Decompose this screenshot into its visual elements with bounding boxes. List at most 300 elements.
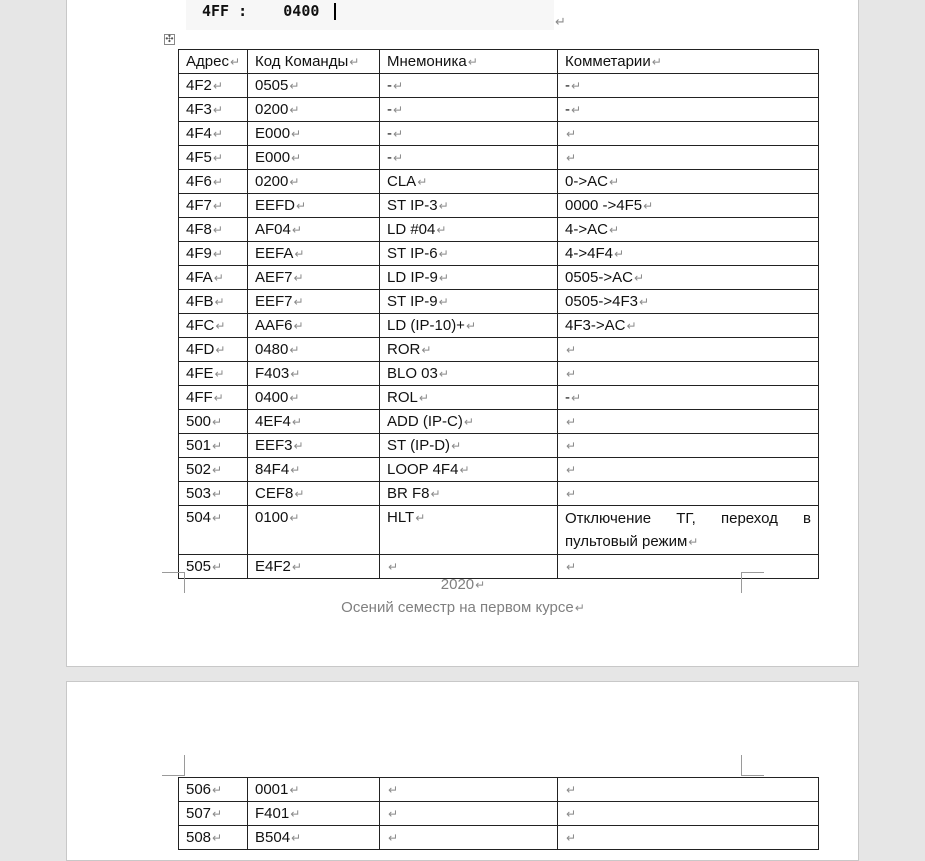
paragraph-mark: ↵ bbox=[613, 247, 625, 261]
table-row bbox=[179, 555, 819, 579]
paragraph-mark: ↵ bbox=[290, 367, 301, 381]
paragraph-mark: ↵ bbox=[289, 511, 300, 525]
cell-address[interactable] bbox=[179, 555, 248, 579]
cell-opcode[interactable] bbox=[248, 482, 380, 506]
cell-comment[interactable] bbox=[558, 458, 819, 482]
paragraph-mark: ↵ bbox=[417, 175, 428, 189]
cell-mnemonic[interactable] bbox=[380, 506, 558, 555]
cell-text: 0400 bbox=[255, 389, 289, 406]
cell-text: EEFD bbox=[255, 197, 296, 214]
cell-comment[interactable] bbox=[558, 50, 819, 74]
cell-text: ROL bbox=[387, 389, 418, 406]
paragraph-mark: ↵ bbox=[212, 783, 223, 797]
cell-address[interactable] bbox=[179, 50, 248, 74]
cell-mnemonic[interactable] bbox=[380, 362, 558, 386]
cell-comment[interactable] bbox=[558, 802, 819, 826]
cell-opcode[interactable] bbox=[248, 314, 380, 338]
cell-address[interactable] bbox=[179, 314, 248, 338]
paragraph-mark: ↵ bbox=[465, 319, 477, 333]
table-row bbox=[179, 218, 819, 242]
cell-text: 4F5 bbox=[186, 149, 212, 166]
paragraph-mark: ↵ bbox=[212, 103, 223, 117]
paragraph-mark: ↵ bbox=[571, 391, 582, 405]
cell-mnemonic[interactable] bbox=[380, 242, 558, 266]
cell-address[interactable] bbox=[179, 482, 248, 506]
table-row bbox=[179, 338, 819, 362]
cell-text: - bbox=[565, 77, 570, 94]
paragraph-mark: ↵ bbox=[571, 103, 582, 117]
cell-text: 4FF bbox=[186, 389, 213, 406]
cell-mnemonic[interactable] bbox=[380, 386, 558, 410]
cell-text: 0505->4F3 bbox=[565, 293, 638, 310]
paragraph-mark: ↵ bbox=[393, 103, 404, 117]
cell-text: ADD (IP-C) bbox=[387, 413, 463, 430]
cell-text: 0->AC bbox=[565, 173, 608, 190]
paragraph-mark: ↵ bbox=[291, 415, 302, 429]
cell-mnemonic[interactable] bbox=[380, 410, 558, 434]
cell-comment[interactable] bbox=[558, 290, 819, 314]
paragraph-mark: ↵ bbox=[438, 199, 449, 213]
paragraph-mark: ↵ bbox=[463, 415, 474, 429]
cell-text: - bbox=[387, 149, 392, 166]
margin-corner-mark bbox=[162, 755, 185, 776]
cell-opcode[interactable] bbox=[248, 826, 380, 850]
cell-opcode[interactable] bbox=[248, 98, 380, 122]
table-move-handle-icon[interactable]: ✣ bbox=[165, 34, 174, 45]
table-row bbox=[179, 74, 819, 98]
cell-text: 503 bbox=[186, 485, 212, 502]
paragraph-mark: ↵ bbox=[388, 783, 399, 797]
cell-mnemonic[interactable] bbox=[380, 314, 558, 338]
cell-mnemonic[interactable] bbox=[380, 146, 558, 170]
table-row bbox=[179, 506, 819, 555]
cell-comment[interactable] bbox=[558, 555, 819, 579]
paragraph-mark: ↵ bbox=[212, 463, 223, 477]
cell-text: 502 bbox=[186, 461, 212, 478]
cell-mnemonic[interactable] bbox=[380, 555, 558, 579]
cell-opcode[interactable] bbox=[248, 362, 380, 386]
cell-opcode[interactable] bbox=[248, 555, 380, 579]
cell-text: 0200 bbox=[255, 173, 289, 190]
cell-comment[interactable] bbox=[558, 778, 819, 802]
paragraph-mark: ↵ bbox=[643, 199, 654, 213]
cell-text: Мнемоника bbox=[387, 53, 467, 70]
paragraph-mark: ↵ bbox=[293, 439, 304, 453]
table-row bbox=[179, 802, 819, 826]
code-snippet-line bbox=[202, 2, 319, 20]
paragraph-mark: ↵ bbox=[291, 223, 302, 237]
paragraph-mark: ↵ bbox=[566, 343, 577, 357]
cell-text: Комметарии bbox=[565, 53, 651, 70]
cell-text: 0200 bbox=[255, 101, 289, 118]
table-row bbox=[179, 170, 819, 194]
cell-text: Отключение ТГ, переход в пультовый режим bbox=[565, 510, 811, 550]
cell-text: LOOP 4F4 bbox=[387, 461, 459, 478]
cell-text: 4F8 bbox=[186, 221, 212, 238]
paragraph-mark: ↵ bbox=[566, 439, 577, 453]
cell-opcode[interactable] bbox=[248, 50, 380, 74]
cell-address[interactable] bbox=[179, 386, 248, 410]
cell-opcode[interactable] bbox=[248, 778, 380, 802]
cell-text: F403 bbox=[255, 365, 290, 382]
footer-subtitle: Осений семестр на первом курсе↵ bbox=[341, 599, 585, 616]
cell-text: 507 bbox=[186, 805, 212, 822]
cell-mnemonic[interactable] bbox=[380, 194, 558, 218]
cell-address[interactable] bbox=[179, 194, 248, 218]
cell-text: 4FB bbox=[186, 293, 214, 310]
paragraph-mark: ↵ bbox=[608, 175, 619, 189]
cell-comment[interactable] bbox=[558, 146, 819, 170]
paragraph-mark: ↵ bbox=[393, 127, 404, 141]
table-row bbox=[179, 458, 819, 482]
paragraph-mark: ↵ bbox=[212, 831, 223, 845]
table-row bbox=[179, 778, 819, 802]
cell-address[interactable] bbox=[179, 146, 248, 170]
cell-comment[interactable] bbox=[558, 74, 819, 98]
cell-text: 4F3 bbox=[186, 101, 212, 118]
paragraph-mark: ↵ bbox=[214, 295, 225, 309]
cell-text: 0001 bbox=[255, 781, 289, 798]
cell-text: - bbox=[565, 101, 570, 118]
cell-text: - bbox=[387, 125, 392, 142]
table-row bbox=[179, 122, 819, 146]
cell-comment[interactable] bbox=[558, 170, 819, 194]
paragraph-mark: ↵ bbox=[566, 807, 577, 821]
cell-text: 506 bbox=[186, 781, 212, 798]
cell-opcode[interactable] bbox=[248, 146, 380, 170]
cell-address[interactable] bbox=[179, 242, 248, 266]
cell-comment[interactable] bbox=[558, 482, 819, 506]
cell-address[interactable] bbox=[179, 170, 248, 194]
cell-comment[interactable] bbox=[558, 338, 819, 362]
cell-mnemonic[interactable] bbox=[380, 266, 558, 290]
code-address: 4FF : bbox=[202, 2, 248, 20]
cell-text: 508 bbox=[186, 829, 212, 846]
cell-opcode[interactable] bbox=[248, 266, 380, 290]
cell-address[interactable] bbox=[179, 458, 248, 482]
cell-comment[interactable] bbox=[558, 194, 819, 218]
paragraph-mark: ↵ bbox=[289, 343, 300, 357]
cell-text: 4F3->AC bbox=[565, 317, 626, 334]
table-row bbox=[179, 314, 819, 338]
cell-text: 4F9 bbox=[186, 245, 212, 262]
table-row bbox=[179, 410, 819, 434]
table-row bbox=[179, 266, 819, 290]
paragraph-mark: ↵ bbox=[289, 175, 300, 189]
cell-text: LD #04 bbox=[387, 221, 436, 238]
cell-text: CEF8 bbox=[255, 485, 294, 502]
cell-mnemonic[interactable] bbox=[380, 458, 558, 482]
table-row bbox=[179, 194, 819, 218]
paragraph-mark: ↵ bbox=[388, 831, 399, 845]
paragraph-mark: ↵ bbox=[393, 151, 404, 165]
cell-text: 4F4 bbox=[186, 125, 212, 142]
cell-comment[interactable] bbox=[558, 218, 819, 242]
paragraph-mark: ↵ bbox=[571, 79, 582, 93]
paragraph-mark: ↵ bbox=[289, 103, 300, 117]
paragraph-mark: ↵ bbox=[638, 295, 650, 309]
cell-text: 0505->AC bbox=[565, 269, 633, 286]
cell-text: EEF7 bbox=[255, 293, 293, 310]
cell-text: 0505 bbox=[255, 77, 289, 94]
margin-corner-mark bbox=[741, 755, 764, 776]
cell-text: AF04 bbox=[255, 221, 291, 238]
cell-text: 4->4F4 bbox=[565, 245, 613, 262]
cell-text: CLA bbox=[387, 173, 417, 190]
table-header-row bbox=[179, 50, 819, 74]
cell-mnemonic[interactable] bbox=[380, 218, 558, 242]
cell-text: - bbox=[387, 77, 392, 94]
paragraph-mark: ↵ bbox=[430, 487, 441, 501]
paragraph-mark: ↵ bbox=[555, 14, 566, 29]
cell-opcode[interactable] bbox=[248, 122, 380, 146]
paragraph-mark: ↵ bbox=[291, 151, 302, 165]
paragraph-mark: ↵ bbox=[291, 831, 302, 845]
footer-year: 2020↵ bbox=[440, 576, 486, 593]
table-row bbox=[179, 242, 819, 266]
table-row bbox=[179, 386, 819, 410]
paragraph-mark: ↵ bbox=[566, 487, 577, 501]
paragraph-mark: ↵ bbox=[290, 807, 301, 821]
paragraph-mark: ↵ bbox=[566, 415, 577, 429]
paragraph-mark: ↵ bbox=[451, 439, 462, 453]
text-cursor bbox=[334, 3, 336, 20]
paragraph-mark: ↵ bbox=[289, 79, 300, 93]
cell-address[interactable] bbox=[179, 362, 248, 386]
paragraph-mark: ↵ bbox=[294, 247, 305, 261]
cell-comment[interactable] bbox=[558, 386, 819, 410]
cell-text: F401 bbox=[255, 805, 290, 822]
cell-mnemonic[interactable] bbox=[380, 482, 558, 506]
margin-corner-mark bbox=[741, 572, 764, 593]
cell-text: ST IP-9 bbox=[387, 293, 438, 310]
cell-comment[interactable] bbox=[558, 242, 819, 266]
cell-text: Код Команды bbox=[255, 53, 349, 70]
cell-comment[interactable] bbox=[558, 434, 819, 458]
cell-text: 4FA bbox=[186, 269, 213, 286]
cell-opcode[interactable] bbox=[248, 290, 380, 314]
paragraph-mark: ↵ bbox=[418, 391, 429, 405]
cell-comment[interactable] bbox=[558, 410, 819, 434]
cell-address[interactable] bbox=[179, 74, 248, 98]
cell-opcode[interactable] bbox=[248, 74, 380, 98]
paragraph-mark: ↵ bbox=[289, 783, 300, 797]
paragraph-mark: ↵ bbox=[566, 367, 577, 381]
paragraph-mark: ↵ bbox=[608, 223, 619, 237]
cell-address[interactable] bbox=[179, 410, 248, 434]
paragraph-mark: ↵ bbox=[214, 367, 225, 381]
paragraph-mark: ↵ bbox=[215, 343, 226, 357]
cell-comment[interactable] bbox=[558, 506, 819, 555]
paragraph-mark: ↵ bbox=[212, 223, 223, 237]
paragraph-mark: ↵ bbox=[212, 807, 223, 821]
paragraph-mark: ↵ bbox=[566, 783, 577, 797]
cell-address[interactable] bbox=[179, 802, 248, 826]
cell-text: E4F2 bbox=[255, 558, 291, 575]
paragraph-mark: ↵ bbox=[212, 79, 223, 93]
cell-text: 4EF4 bbox=[255, 413, 291, 430]
cell-mnemonic[interactable] bbox=[380, 74, 558, 98]
cell-text: ST IP-3 bbox=[387, 197, 438, 214]
cell-comment[interactable] bbox=[558, 362, 819, 386]
cell-address[interactable] bbox=[179, 338, 248, 362]
paragraph-mark: ↵ bbox=[415, 511, 426, 525]
table-row bbox=[179, 362, 819, 386]
cell-text: BLO 03 bbox=[387, 365, 438, 382]
cell-address[interactable] bbox=[179, 98, 248, 122]
cell-text: EEFA bbox=[255, 245, 294, 262]
cell-mnemonic[interactable] bbox=[380, 778, 558, 802]
cell-text: 0100 bbox=[255, 509, 289, 526]
cell-text: 4FD bbox=[186, 341, 215, 358]
paragraph-mark: ↵ bbox=[293, 319, 304, 333]
paragraph-mark: ↵ bbox=[566, 127, 577, 141]
cell-text: E000 bbox=[255, 149, 291, 166]
cell-text: 4F6 bbox=[186, 173, 212, 190]
cell-text: AAF6 bbox=[255, 317, 293, 334]
paragraph-mark: ↵ bbox=[212, 415, 223, 429]
paragraph-mark: ↵ bbox=[438, 367, 449, 381]
code-value: 0400 bbox=[283, 2, 320, 20]
cell-text: ROR bbox=[387, 341, 421, 358]
cell-text: 500 bbox=[186, 413, 212, 430]
paragraph-mark: ↵ bbox=[296, 199, 307, 213]
cell-comment[interactable] bbox=[558, 266, 819, 290]
paragraph-mark: ↵ bbox=[212, 247, 223, 261]
paragraph-mark: ↵ bbox=[388, 560, 399, 574]
paragraph-mark: ↵ bbox=[212, 560, 223, 574]
cell-mnemonic[interactable] bbox=[380, 434, 558, 458]
command-table-continued bbox=[178, 777, 819, 850]
cell-text: ST IP-6 bbox=[387, 245, 438, 262]
cell-mnemonic[interactable] bbox=[380, 826, 558, 850]
paragraph-mark: ↵ bbox=[438, 271, 449, 285]
paragraph-mark: ↵ bbox=[212, 439, 223, 453]
cell-mnemonic[interactable] bbox=[380, 802, 558, 826]
cell-opcode[interactable] bbox=[248, 458, 380, 482]
cell-text: - bbox=[387, 101, 392, 118]
cell-address[interactable] bbox=[179, 122, 248, 146]
cell-opcode[interactable] bbox=[248, 410, 380, 434]
cell-mnemonic[interactable] bbox=[380, 98, 558, 122]
cell-text: 84F4 bbox=[255, 461, 290, 478]
cell-comment[interactable] bbox=[558, 826, 819, 850]
paragraph-mark: ↵ bbox=[212, 127, 223, 141]
cell-text: EEF3 bbox=[255, 437, 293, 454]
cell-text: ST (IP-D) bbox=[387, 437, 451, 454]
paragraph-mark: ↵ bbox=[633, 271, 645, 285]
cell-text: B504 bbox=[255, 829, 291, 846]
paragraph-mark: ↵ bbox=[291, 127, 302, 141]
paragraph-mark: ↵ bbox=[436, 223, 447, 237]
paragraph-mark: ↵ bbox=[421, 343, 432, 357]
paragraph-mark: ↵ bbox=[212, 511, 223, 525]
cell-address[interactable] bbox=[179, 434, 248, 458]
paragraph-mark: ↵ bbox=[213, 391, 224, 405]
cell-mnemonic[interactable] bbox=[380, 170, 558, 194]
cell-address[interactable] bbox=[179, 778, 248, 802]
paragraph-mark: ↵ bbox=[393, 79, 404, 93]
cell-address[interactable] bbox=[179, 290, 248, 314]
cell-address[interactable] bbox=[179, 506, 248, 555]
cell-text: Адрес bbox=[186, 53, 229, 70]
cell-comment[interactable] bbox=[558, 314, 819, 338]
cell-comment[interactable] bbox=[558, 98, 819, 122]
paragraph-mark: ↵ bbox=[212, 175, 223, 189]
paragraph-mark: ↵ bbox=[688, 535, 699, 549]
cell-opcode[interactable] bbox=[248, 802, 380, 826]
cell-text: 4F7 bbox=[186, 197, 212, 214]
cell-opcode[interactable] bbox=[248, 338, 380, 362]
table-row bbox=[179, 146, 819, 170]
paragraph-mark: ↵ bbox=[566, 463, 577, 477]
margin-corner-mark bbox=[162, 572, 185, 593]
cell-text: 501 bbox=[186, 437, 212, 454]
table-row bbox=[179, 290, 819, 314]
paragraph-mark: ↵ bbox=[438, 295, 449, 309]
cell-text: LD (IP-10)+ bbox=[387, 317, 465, 334]
cell-mnemonic[interactable] bbox=[380, 122, 558, 146]
cell-text: 0480 bbox=[255, 341, 289, 358]
cell-mnemonic[interactable] bbox=[380, 338, 558, 362]
paragraph-mark: ↵ bbox=[229, 55, 241, 69]
cell-opcode[interactable] bbox=[248, 506, 380, 555]
cell-mnemonic[interactable] bbox=[380, 50, 558, 74]
cell-opcode[interactable] bbox=[248, 170, 380, 194]
table-row bbox=[179, 98, 819, 122]
cell-text: E000 bbox=[255, 125, 291, 142]
cell-text: 504 bbox=[186, 509, 212, 526]
cell-text: 0000 ->4F5 bbox=[565, 197, 643, 214]
paragraph-mark: ↵ bbox=[293, 295, 304, 309]
table-row bbox=[179, 434, 819, 458]
paragraph-mark: ↵ bbox=[438, 247, 449, 261]
cell-address[interactable] bbox=[179, 826, 248, 850]
cell-address[interactable] bbox=[179, 266, 248, 290]
paragraph-mark: ↵ bbox=[212, 151, 223, 165]
cell-text: HLT bbox=[387, 509, 415, 526]
paragraph-mark: ↵ bbox=[289, 391, 300, 405]
paragraph-mark: ↵ bbox=[459, 463, 470, 477]
paragraph-mark: ↵ bbox=[290, 463, 301, 477]
paragraph-mark: ↵ bbox=[566, 560, 577, 574]
cell-text: 4F2 bbox=[186, 77, 212, 94]
table-row bbox=[179, 826, 819, 850]
paragraph-mark: ↵ bbox=[215, 319, 226, 333]
cell-text: LD IP-9 bbox=[387, 269, 438, 286]
cell-text: AEF7 bbox=[255, 269, 293, 286]
paragraph-mark: ↵ bbox=[651, 55, 662, 69]
cell-comment[interactable] bbox=[558, 122, 819, 146]
paragraph-mark: ↵ bbox=[212, 487, 223, 501]
cell-opcode[interactable] bbox=[248, 194, 380, 218]
paragraph-mark: ↵ bbox=[293, 271, 304, 285]
cell-text: 4FE bbox=[186, 365, 214, 382]
cell-text: 505 bbox=[186, 558, 212, 575]
cell-opcode[interactable] bbox=[248, 218, 380, 242]
cell-mnemonic[interactable] bbox=[380, 290, 558, 314]
cell-opcode[interactable] bbox=[248, 386, 380, 410]
paragraph-mark: ↵ bbox=[566, 151, 577, 165]
cell-address[interactable] bbox=[179, 218, 248, 242]
cell-opcode[interactable] bbox=[248, 242, 380, 266]
cell-opcode[interactable] bbox=[248, 434, 380, 458]
paragraph-mark: ↵ bbox=[349, 55, 360, 69]
cell-text: - bbox=[565, 389, 570, 406]
command-table bbox=[178, 49, 819, 579]
paragraph-mark: ↵ bbox=[212, 199, 223, 213]
cell-text: 4->AC bbox=[565, 221, 608, 238]
